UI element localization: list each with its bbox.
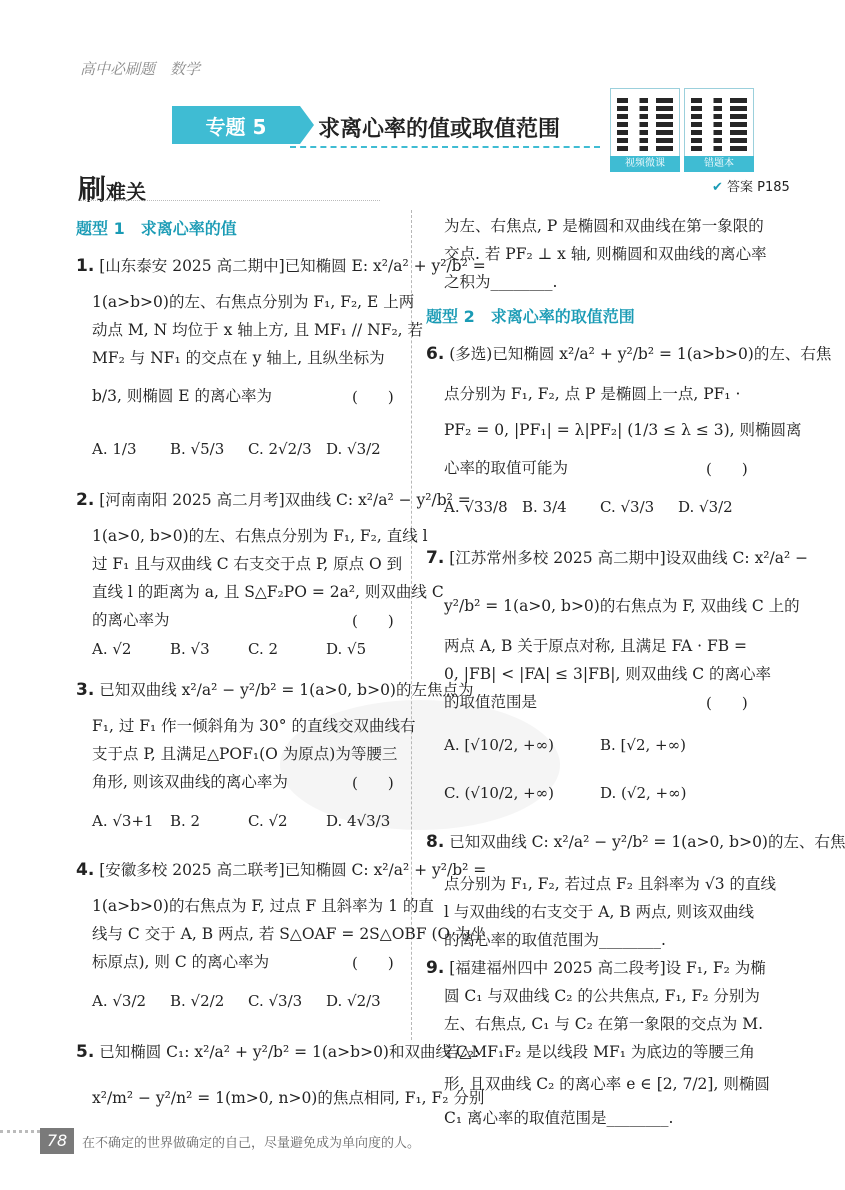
question-type-1: 题型 1 求离心率的值: [76, 219, 237, 238]
errorbook-qr-code[interactable]: [684, 88, 754, 158]
q3-option-d: D. 4√3/3: [326, 812, 391, 830]
q4-line-2: 1(a>b>0)的右焦点为 F, 过点 F 且斜率为 1 的直: [92, 897, 434, 915]
q1-option-c: C. 2√2/3: [248, 440, 312, 458]
q7-number: 7.: [426, 548, 445, 568]
q3-line-2: F₁, 过 F₁ 作一倾斜角为 30° 的直线交双曲线右: [92, 717, 416, 735]
q6-option-d: D. √3/2: [678, 498, 733, 516]
q1-line-3: 动点 M, N 均位于 x 轴上方, 且 MF₁ // NF₂, 若: [92, 321, 424, 339]
q8-line-1: [426, 832, 845, 852]
q9-line-1: [426, 958, 766, 978]
q2-option-d: D. √5: [326, 640, 367, 658]
q7-option-a: A. [√10/2, +∞): [444, 736, 554, 754]
q5-cont-line-1: 为左、右焦点, P 是椭圆和双曲线在第一象限的: [444, 217, 764, 235]
q6-option-a: A. √33/8: [444, 498, 508, 516]
q1-text: [山东泰安 2025 高二期中]已知椭圆 E: x²/a² + y²/b² =: [99, 257, 486, 275]
page-number: 78: [40, 1128, 74, 1154]
q9-line-3: 左、右焦点, C₁ 与 C₂ 在第一象限的交点为 M.: [444, 1015, 764, 1033]
topic-underline: [290, 146, 600, 148]
q1-line-5: b/3, 则椭圆 E 的离心率为: [92, 387, 273, 405]
q3-text: 已知双曲线 x²/a² − y²/b² = 1(a>0, b>0)的左焦点为: [99, 681, 474, 699]
q6-answer-blank: ( ): [706, 460, 748, 478]
q5-number: 5.: [76, 1042, 95, 1062]
q1-answer-blank: ( ): [352, 388, 394, 406]
q7-line-1: [426, 548, 808, 568]
badge-arrow: [300, 106, 314, 144]
q1-option-b: B. √5/3: [170, 440, 225, 458]
q5-line-1: [76, 1042, 479, 1062]
q4-option-b: B. √2/2: [170, 992, 225, 1010]
video-qr-code[interactable]: [610, 88, 680, 158]
q5-cont-line-2: 交点. 若 PF₂ ⊥ x 轴, 则椭圆和双曲线的离心率: [444, 245, 767, 263]
q2-option-c: C. 2: [248, 640, 279, 658]
q1-line-1: [76, 256, 486, 276]
q8-line-3: l 与双曲线的右支交于 A, B 两点, 则该双曲线: [444, 903, 755, 921]
q7-option-b: B. [√2, +∞): [600, 736, 686, 754]
topic-title: 求离心率的值或取值范围: [318, 117, 561, 142]
q2-text: [河南南阳 2025 高二月考]双曲线 C: x²/a² − y²/b² =: [99, 491, 471, 509]
q4-option-d: D. √2/3: [326, 992, 381, 1010]
q6-option-b: B. 3/4: [522, 498, 567, 516]
q6-line-1: [426, 344, 831, 364]
q7-line-5: 的取值范围是: [444, 693, 538, 711]
q2-number: 2.: [76, 490, 95, 510]
q7-line-2: y²/b² = 1(a>0, b>0)的右焦点为 F, 双曲线 C 上的: [444, 597, 800, 615]
q3-option-b: B. 2: [170, 812, 201, 830]
answer-page: 答案 P185: [727, 180, 790, 195]
q6-line-2: 点分别为 F₁, F₂, 点 P 是椭圆上一点, PF₁ ·: [444, 385, 741, 403]
q2-line-2: 1(a>0, b>0)的左、右焦点分别为 F₁, F₂, 直线 l: [92, 527, 428, 545]
q5-cont-line-3: 之积为________.: [444, 273, 558, 291]
q8-line-2: 点分别为 F₁, F₂, 若过点 F₂ 且斜率为 √3 的直线: [444, 875, 776, 893]
q3-line-4: 角形, 则该双曲线的离心率为: [92, 773, 288, 791]
q2-line-5: 的离心率为: [92, 611, 170, 629]
q9-line-4: 若△MF₁F₂ 是以线段 MF₁ 为底边的等腰三角: [444, 1043, 755, 1061]
q6-text: (多选)已知椭圆 x²/a² + y²/b² = 1(a>b>0)的左、右焦: [449, 345, 832, 363]
q6-number: 6.: [426, 344, 445, 364]
q3-option-c: C. √2: [248, 812, 288, 830]
check-icon: ✔: [712, 180, 723, 195]
q8-text: 已知双曲线 C: x²/a² − y²/b² = 1(a>0, b>0)的左、右焦: [449, 833, 845, 851]
q6-line-4: 心率的取值可能为: [444, 459, 569, 477]
q4-text: [安徽多校 2025 高二联考]已知椭圆 C: x²/a² + y²/b² =: [99, 861, 487, 879]
q7-option-d: D. (√2, +∞): [600, 784, 687, 802]
q4-answer-blank: ( ): [352, 954, 394, 972]
q4-line-1: [76, 860, 486, 880]
q3-line-3: 支于点 P, 且满足△POF₁(O 为原点)为等腰三: [92, 745, 398, 763]
heading-underline: [80, 200, 380, 201]
q2-line-1: [76, 490, 471, 510]
q3-number: 3.: [76, 680, 95, 700]
q1-line-4: MF₂ 与 NF₁ 的交点在 y 轴上, 且纵坐标为: [92, 349, 385, 367]
q2-option-b: B. √3: [170, 640, 210, 658]
q9-number: 9.: [426, 958, 445, 978]
q9-line-6: C₁ 离心率的取值范围是________.: [444, 1109, 674, 1127]
section-heading: [78, 168, 146, 208]
q1-number: 1.: [76, 256, 95, 276]
q7-option-c: C. (√10/2, +∞): [444, 784, 555, 802]
q7-line-4: 0, |FB| < |FA| ≤ 3|FB|, 则双曲线 C 的离心率: [444, 665, 772, 683]
q4-option-c: C. √3/3: [248, 992, 303, 1010]
q7-text: [江苏常州多校 2025 高二期中]设双曲线 C: x²/a² −: [449, 549, 809, 567]
answer-ref: [712, 176, 790, 195]
q1-option-d: D. √3/2: [326, 440, 381, 458]
footer-dots: [0, 1130, 40, 1133]
q9-line-5: 形, 且双曲线 C₂ 的离心率 e ∈ [2, 7/2], 则椭圆: [444, 1075, 770, 1093]
brush-char: 刷: [78, 173, 107, 206]
q3-answer-blank: ( ): [352, 774, 394, 792]
q2-option-a: A. √2: [92, 640, 132, 658]
q3-line-1: [76, 680, 473, 700]
q2-line-4: 直线 l 的距离为 a, 且 S△F₂PO = 2a², 则双曲线 C: [92, 583, 444, 601]
video-lesson-label: 视频微课: [610, 156, 680, 172]
q3-option-a: A. √3+1: [92, 812, 154, 830]
q5-line-2: x²/m² − y²/n² = 1(m>0, n>0)的焦点相同, F₁, F₂ 分别: [92, 1089, 485, 1107]
q4-option-a: A. √3/2: [92, 992, 147, 1010]
q4-line-3: 线与 C 交于 A, B 两点, 若 S△OAF = 2S△OBF (O 为坐: [92, 925, 487, 943]
q2-line-3: 过 F₁ 且与双曲线 C 右支交于点 P, 原点 O 到: [92, 555, 403, 573]
q4-line-4: 标原点), 则 C 的离心率为: [92, 953, 270, 971]
level-label: 难关: [106, 180, 147, 204]
q6-option-c: C. √3/3: [600, 498, 655, 516]
question-type-2: 题型 2 求离心率的取值范围: [426, 307, 635, 326]
q7-line-3: 两点 A, B 关于原点对称, 且满足 FA · FB =: [444, 637, 748, 655]
q1-option-a: A. 1/3: [92, 440, 137, 458]
q4-number: 4.: [76, 860, 95, 880]
q9-line-2: 圆 C₁ 与双曲线 C₂ 的公共焦点, F₁, F₂ 分别为: [444, 987, 760, 1005]
q5-text: 已知椭圆 C₁: x²/a² + y²/b² = 1(a>b>0)和双曲线 C₂:: [99, 1043, 480, 1061]
error-book-label: 错题本: [684, 156, 754, 172]
q8-number: 8.: [426, 832, 445, 852]
footer-motto: 在不确定的世界做确定的自己，尽量避免成为单向度的人。: [82, 1136, 421, 1151]
q6-line-3: PF₂ = 0, |PF₁| = λ|PF₂| (1/3 ≤ λ ≤ 3), 则椭圆离: [444, 421, 802, 439]
q2-answer-blank: ( ): [352, 612, 394, 630]
book-header: 高中必刷题 数学: [80, 60, 201, 78]
q9-text: [福建福州四中 2025 高二段考]设 F₁, F₂ 为椭: [449, 959, 766, 977]
q8-line-4: 的离心率的取值范围为________.: [444, 931, 666, 949]
topic-badge: 专题 5: [172, 106, 300, 144]
q7-answer-blank: ( ): [706, 694, 748, 712]
q1-line-2: 1(a>b>0)的左、右焦点分别为 F₁, F₂, E 上两: [92, 293, 415, 311]
